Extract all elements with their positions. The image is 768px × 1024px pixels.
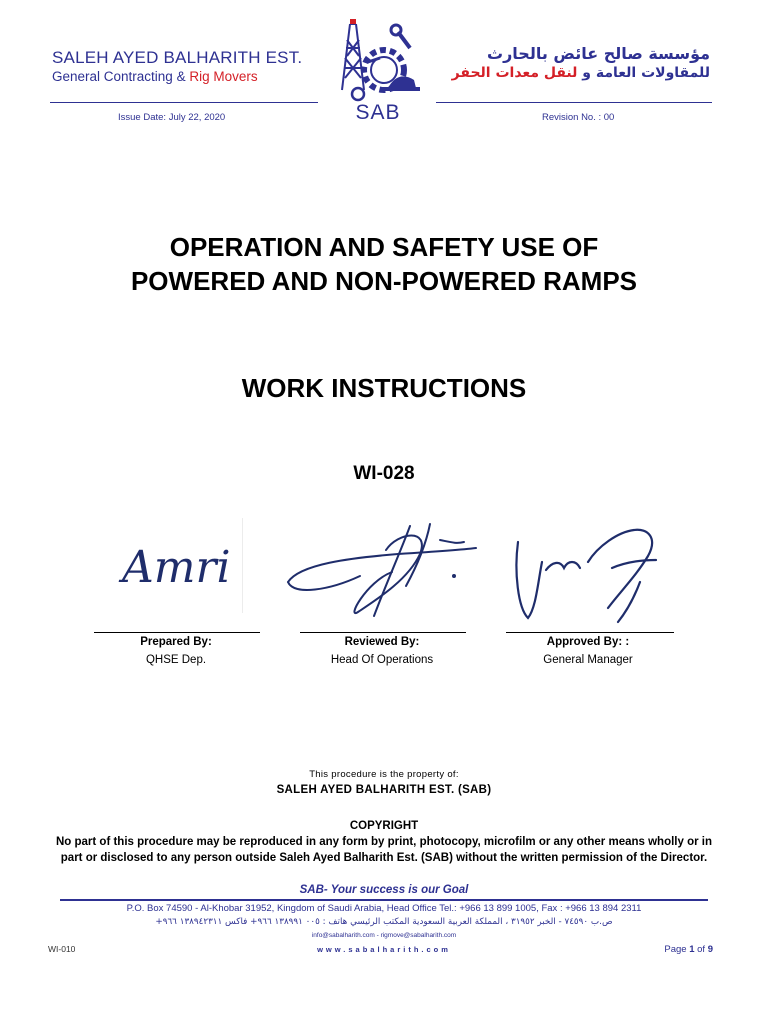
- company-activity-highlight: Rig Movers: [189, 69, 258, 84]
- approved-by-label: Approved By: :: [546, 636, 630, 648]
- page-of: of: [694, 944, 708, 955]
- approved-by-name: General Manager: [543, 654, 633, 666]
- company-activity-ar-text: للمقاولات العامة و: [577, 65, 710, 81]
- company-name-english: [52, 48, 302, 84]
- prepared-by-label: Prepared By:: [140, 636, 212, 648]
- reviewed-by-label: Reviewed By:: [344, 636, 420, 648]
- issue-date: Issue Date: July 22, 2020: [118, 112, 226, 123]
- logo-text: SAB: [355, 101, 401, 124]
- document-title-line1: OPERATION AND SAFETY USE OF: [169, 232, 599, 262]
- company-name-arabic: [452, 44, 710, 81]
- document-code: WI-028: [353, 463, 415, 484]
- scan-edge-divider: [242, 518, 243, 613]
- revision-number: Revision No. : 00: [542, 112, 615, 123]
- copyright-body: No part of this procedure may be reproduced in any form by print, photocopy, microfilm or any other means wholly or in part or disclosed to any person outside Saleh Ayed Balharith Est. (SAB) without the written permission of the Director.: [55, 836, 713, 864]
- form-code: WI-010: [48, 944, 76, 954]
- company-activity-ar-highlight: لنقل معدات الحفر: [451, 65, 578, 81]
- document-title-line2: POWERED AND NON-POWERED RAMPS: [130, 265, 638, 296]
- page-number: [664, 944, 713, 955]
- signature-approved: [508, 522, 668, 628]
- page-total: 9: [707, 944, 713, 955]
- property-owner: SALEH AYED BALHARITH EST. (SAB): [276, 784, 492, 796]
- footer-address: P.O. Box 74590 - Al-Khobar 31952, Kingdom of Saudi Arabia, Head Office Tel.: +966 13 899 1005, Fax : +966 13 894 2311: [126, 903, 642, 914]
- page-current: 1: [689, 944, 695, 955]
- footer-address-arabic: ص.ب ٧٤٥٩٠ - الخبر ٣١٩٥٢ ، المملكة العربية السعودية المكتب الرئيسي هاتف : ٠٠٥ ١٣٨٩٩١ ٩٦٦+ فاكس ١٣٨٩٤٢٣١١ ٩٦٦+: [155, 917, 613, 927]
- footer-rule: [60, 899, 708, 901]
- signature-reviewed: [280, 520, 480, 630]
- footer-slogan: SAB- Your success is our Goal: [299, 884, 469, 896]
- page-prefix: Page: [664, 944, 690, 955]
- document-title: [0, 231, 768, 299]
- footer-website: www.sabalharith.com: [317, 945, 451, 954]
- company-name-ar-line1: مؤسسة صالح عائض بالحارث: [487, 44, 710, 63]
- signature-prepared-text: Amri: [122, 542, 231, 593]
- document-subtitle: WORK INSTRUCTIONS: [241, 373, 527, 403]
- signature-line-reviewed: [300, 632, 466, 633]
- reviewed-by-name: Head Of Operations: [330, 654, 434, 666]
- signature-line-approved: [506, 632, 674, 633]
- signature-line-prepared: [94, 632, 260, 633]
- property-statement: This procedure is the property of:: [309, 769, 459, 780]
- company-name-en-line1: SALEH AYED BALHARITH EST.: [52, 48, 303, 67]
- header-rule-left: [50, 102, 318, 103]
- signature-prepared: [118, 526, 238, 596]
- company-name-en-line2: [52, 69, 302, 84]
- company-activity-text: General Contracting &: [52, 69, 190, 84]
- company-name-ar-line2: [452, 65, 710, 81]
- prepared-by-name: QHSE Dep.: [145, 654, 207, 666]
- header-rule-right: [436, 102, 712, 103]
- copyright-title: COPYRIGHT: [349, 820, 419, 832]
- footer-emails: info@sabalharith.com - rigmove@sabalharith.com: [311, 932, 457, 939]
